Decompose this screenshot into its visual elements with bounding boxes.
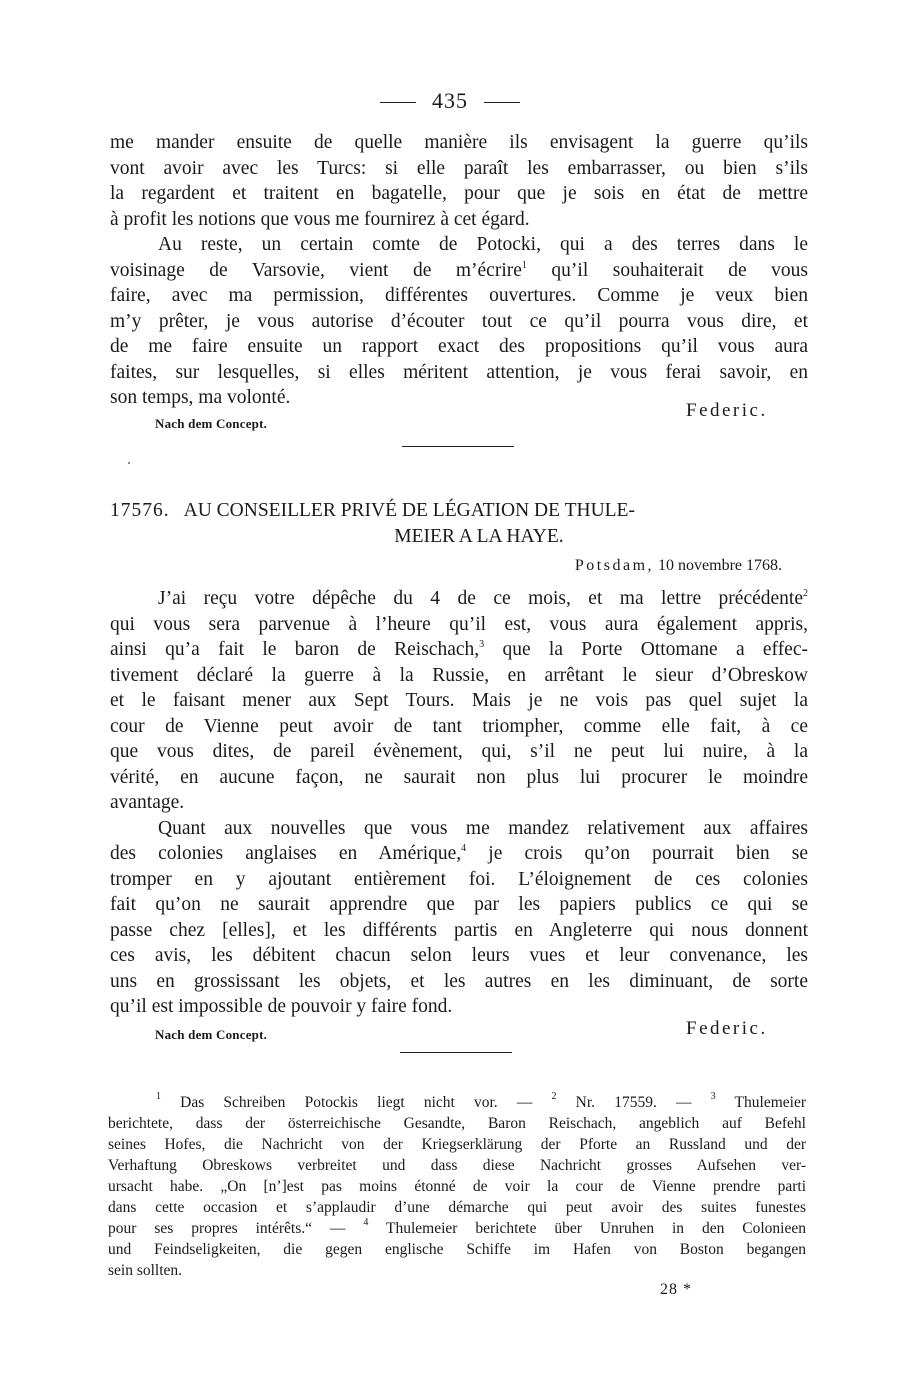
text-line: avantage. bbox=[110, 792, 185, 813]
footnote-ref[interactable]: 3 bbox=[479, 639, 485, 650]
footnote-line: berichtete, dass der österreichische Gesandte, Baron Reischach, angeblich auf Befehl bbox=[108, 1115, 806, 1132]
page-number: 435 bbox=[432, 88, 468, 113]
date-place: Potsdam, bbox=[574, 557, 655, 574]
text-line: des colonies anglaises en Amérique,$^4$ je crois qu’on pourrait bien se bbox=[110, 843, 808, 864]
heading-title: AU CONSEILLER PRIVÉ DE LÉGATION DE THULE- bbox=[183, 500, 635, 521]
text-line: que vous dites, de pareil évènement, qui, s’il ne peut lui nuire, à la bbox=[110, 741, 808, 762]
text-line: fait qu’on ne saurait apprendre que par les papiers publics ce qui se bbox=[110, 894, 808, 915]
dateline bbox=[110, 557, 782, 575]
text-line: ainsi qu’a fait le baron de Reischach,$^3$ que la Porte Ottomane a effec- bbox=[110, 639, 808, 660]
text-line: me mander ensuite de quelle manière ils envisagent la guerre qu’ils bbox=[110, 132, 808, 153]
footnote-ref[interactable]: 2 bbox=[803, 588, 808, 599]
text-line: à profit les notions que vous me fournirez à cet égard. bbox=[110, 208, 530, 230]
footnote-ref[interactable]: 4 bbox=[461, 843, 467, 854]
footnote-line: und Feindseligkeiten, die gegen englische Schiffe im Hafen von Boston begangen bbox=[108, 1241, 806, 1258]
text-line: de me faire ensuite un rapport exact des propositions qu’il vous aura bbox=[110, 336, 808, 357]
footnote-line: sein sollten. bbox=[108, 1262, 183, 1279]
signature: Federic. bbox=[686, 1018, 768, 1039]
text-line: faire, avec ma permission, différentes ouvertures. Comme je veux bien bbox=[110, 285, 808, 306]
text-line: la regardent et traitent en bagatelle, pour que je sois en état de mettre bbox=[110, 183, 808, 204]
signature-mark: 28 * bbox=[660, 1281, 692, 1298]
text-line: J’ai reçu votre dépêche du 4 de ce mois, et ma lettre précédente$^2$ bbox=[158, 588, 808, 609]
text-line: qui vous sera parvenue à l’heure qu’il est, vous aura également appris, bbox=[110, 613, 808, 635]
footnote-line: pour ses propres intérêts.“ — $^4$ Thulemeier berichtete über Unruhen in den Colonieen bbox=[108, 1218, 806, 1237]
text-line: m’y prêter, je vous autorise d’écouter tout ce qu’il pourra vous dire, et bbox=[110, 310, 808, 332]
letter-continued bbox=[110, 130, 808, 411]
text-line: ces avis, les débitent chacun selon leurs vues et leur convenance, les bbox=[110, 945, 808, 966]
print-speck bbox=[128, 462, 130, 464]
heading-title-cont: MEIER A LA HAYE. bbox=[394, 526, 564, 547]
text-line: qu’il est impossible de pouvoir y faire fond. bbox=[110, 996, 453, 1017]
document-number: 17576. bbox=[110, 500, 170, 521]
text-line: voisinage de Varsovie, vient de m’écrire$^1$ qu’il souhaiterait de vous bbox=[110, 259, 808, 281]
text-line: vont avoir avec les Turcs: si elle paraît les embarrasser, ou bien s’ils bbox=[110, 157, 808, 179]
text-line: et le faisant mener aux Sept Tours. Mais je ne vois pas quel sujet la bbox=[110, 690, 808, 711]
document-heading bbox=[110, 498, 808, 550]
page-header bbox=[0, 88, 900, 114]
footnote-ref[interactable]: 1 bbox=[521, 259, 527, 271]
text-line: Quant aux nouvelles que vous me mandez relativement aux affaires bbox=[158, 817, 808, 839]
text-line: son temps, ma volonté. bbox=[110, 387, 291, 408]
text-line: tromper en y ajoutant entièrement foi. L’éloignement de ces colonies bbox=[110, 868, 808, 890]
text-line: cour de Vienne peut avoir de tant triompher, comme elle fait, à ce bbox=[110, 715, 808, 737]
text-line: tivement déclaré la guerre à la Russie, en arrêtant le sieur d’Obreskow bbox=[110, 664, 808, 686]
section-divider bbox=[400, 1052, 512, 1053]
text-line: vérité, en aucune façon, ne saurait non plus lui procurer le moindre bbox=[110, 766, 808, 788]
footnotes bbox=[108, 1092, 806, 1281]
footnote-line: Verhaftung Obreskows verbreitet und dass diese Nachricht grosses Aufsehen ver- bbox=[108, 1157, 806, 1174]
text-line: Au reste, un certain comte de Potocki, qui a des terres dans le bbox=[158, 234, 808, 255]
source-note: Nach dem Concept. bbox=[155, 1027, 268, 1042]
footnote-line: $^1$ Das Schreiben Potockis liegt nicht vor. — $^2$ Nr. 17559. — $^3$ Thulemeier bbox=[156, 1092, 806, 1111]
footnote-line: seines Hofes, die Nachricht von der Kriegserklärung der Pforte an Russland und der bbox=[108, 1136, 806, 1153]
letter-body bbox=[110, 586, 808, 1020]
text-line: passe chez [elles], et les différents partis en Angleterre qui nous donnent bbox=[110, 919, 808, 941]
date-text: 10 novembre 1768. bbox=[658, 557, 782, 574]
header-dash-right bbox=[484, 102, 520, 103]
footnote-marker: 4 bbox=[363, 1218, 369, 1228]
header-dash-left bbox=[380, 102, 416, 103]
footnote-marker: 3 bbox=[710, 1092, 716, 1102]
footnote-line: ursacht habe. „On [n’]est pas moins étonné de voir la cour de Vienne prendre parti bbox=[108, 1178, 806, 1195]
footnote-line: dans cette occasion et s’applaudir d’une démarche qui peut avoir des suites funestes bbox=[108, 1199, 806, 1216]
source-note: Nach dem Concept. bbox=[155, 416, 268, 431]
footnote-marker: 2 bbox=[551, 1092, 557, 1102]
section-divider bbox=[402, 446, 514, 447]
signature: Federic. bbox=[686, 400, 768, 421]
footnote-marker: 1 bbox=[156, 1092, 161, 1102]
text-line: faites, sur lesquelles, si elles méritent attention, je vous ferai savoir, en bbox=[110, 361, 808, 383]
text-line: uns en grossissant les objets, et les autres en les diminuant, de sorte bbox=[110, 970, 808, 992]
